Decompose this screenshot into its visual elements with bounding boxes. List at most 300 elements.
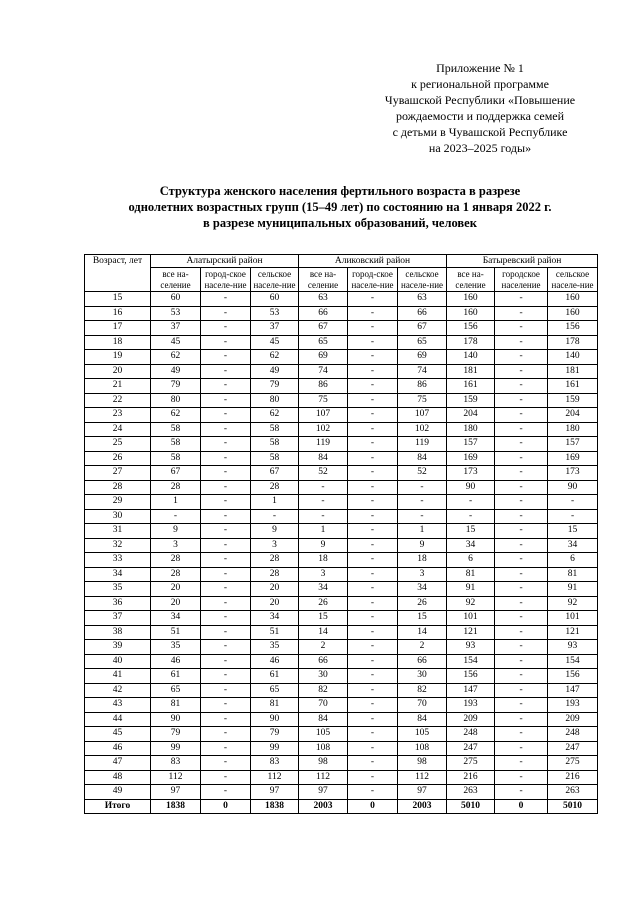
age-cell: 43 — [85, 698, 151, 713]
value-cell: 248 — [447, 727, 495, 742]
value-cell: 248 — [548, 727, 598, 742]
value-cell: 14 — [398, 625, 447, 640]
value-cell: 26 — [299, 596, 348, 611]
value-cell: 15 — [548, 524, 598, 539]
value-cell: 140 — [447, 350, 495, 365]
value-cell: 62 — [251, 350, 299, 365]
subheader-urban: город-ское населе-ние — [348, 268, 398, 292]
value-cell: 84 — [398, 712, 447, 727]
value-cell: - — [495, 683, 548, 698]
value-cell: - — [348, 538, 398, 553]
value-cell: 6 — [447, 553, 495, 568]
value-cell: 74 — [398, 364, 447, 379]
value-cell: - — [495, 770, 548, 785]
value-cell: - — [495, 393, 548, 408]
table-row — [85, 379, 598, 394]
population-table — [84, 254, 598, 814]
value-cell: 102 — [398, 422, 447, 437]
value-cell: 112 — [299, 770, 348, 785]
value-cell: - — [201, 509, 251, 524]
total-value: 5010 — [548, 799, 598, 814]
value-cell: 37 — [151, 321, 201, 336]
subheader-rural: сельское населе-ние — [398, 268, 447, 292]
value-cell: 46 — [251, 654, 299, 669]
value-cell: 86 — [398, 379, 447, 394]
table-row — [85, 596, 598, 611]
value-cell: 30 — [299, 669, 348, 684]
value-cell: 105 — [299, 727, 348, 742]
value-cell: - — [348, 408, 398, 423]
value-cell: 69 — [299, 350, 348, 365]
value-cell: - — [201, 480, 251, 495]
table-row — [85, 480, 598, 495]
value-cell: 193 — [548, 698, 598, 713]
value-cell: 204 — [548, 408, 598, 423]
value-cell: - — [495, 451, 548, 466]
age-cell: 36 — [85, 596, 151, 611]
value-cell: 53 — [151, 306, 201, 321]
value-cell: 26 — [398, 596, 447, 611]
age-cell: 17 — [85, 321, 151, 336]
value-cell: - — [495, 669, 548, 684]
value-cell: - — [201, 669, 251, 684]
value-cell: 35 — [151, 640, 201, 655]
value-cell: 181 — [548, 364, 598, 379]
value-cell: 112 — [151, 770, 201, 785]
value-cell: 83 — [251, 756, 299, 771]
value-cell: 112 — [398, 770, 447, 785]
value-cell: 81 — [447, 567, 495, 582]
value-cell: - — [348, 335, 398, 350]
value-cell: - — [495, 364, 548, 379]
value-cell: 1 — [151, 495, 201, 510]
value-cell: 66 — [299, 306, 348, 321]
value-cell: - — [201, 596, 251, 611]
value-cell: 79 — [251, 727, 299, 742]
value-cell: 161 — [548, 379, 598, 394]
value-cell: 91 — [548, 582, 598, 597]
table-row — [85, 683, 598, 698]
value-cell: - — [495, 727, 548, 742]
value-cell: 154 — [548, 654, 598, 669]
value-cell: 79 — [151, 379, 201, 394]
value-cell: 66 — [398, 306, 447, 321]
value-cell: - — [348, 698, 398, 713]
value-cell: 45 — [251, 335, 299, 350]
value-cell: 84 — [299, 712, 348, 727]
value-cell: 14 — [299, 625, 348, 640]
value-cell: - — [348, 495, 398, 510]
age-cell: 38 — [85, 625, 151, 640]
value-cell: - — [398, 495, 447, 510]
age-cell: 15 — [85, 292, 151, 307]
table-row — [85, 393, 598, 408]
total-value: 1838 — [251, 799, 299, 814]
value-cell: - — [495, 596, 548, 611]
value-cell: 81 — [548, 567, 598, 582]
annex-block — [360, 60, 600, 156]
value-cell: - — [201, 785, 251, 800]
total-value: 2003 — [398, 799, 447, 814]
value-cell: 105 — [398, 727, 447, 742]
value-cell: 80 — [251, 393, 299, 408]
value-cell: 93 — [548, 640, 598, 655]
value-cell: 62 — [151, 408, 201, 423]
table-row — [85, 350, 598, 365]
value-cell: 15 — [398, 611, 447, 626]
value-cell: - — [495, 292, 548, 307]
value-cell: - — [348, 582, 398, 597]
value-cell: - — [495, 321, 548, 336]
value-cell: 90 — [447, 480, 495, 495]
value-cell: - — [201, 582, 251, 597]
document-title — [80, 183, 600, 231]
value-cell: 2 — [299, 640, 348, 655]
value-cell: 209 — [548, 712, 598, 727]
value-cell: 84 — [398, 451, 447, 466]
value-cell: - — [201, 292, 251, 307]
value-cell: - — [447, 495, 495, 510]
value-cell: - — [495, 625, 548, 640]
value-cell: 93 — [447, 640, 495, 655]
value-cell: - — [495, 785, 548, 800]
value-cell: 81 — [151, 698, 201, 713]
value-cell: - — [495, 466, 548, 481]
value-cell: - — [201, 393, 251, 408]
value-cell: - — [495, 654, 548, 669]
value-cell: 34 — [151, 611, 201, 626]
value-cell: 178 — [548, 335, 598, 350]
value-cell: - — [348, 712, 398, 727]
value-cell: 97 — [398, 785, 447, 800]
age-cell: 28 — [85, 480, 151, 495]
value-cell: - — [548, 495, 598, 510]
value-cell: 121 — [548, 625, 598, 640]
value-cell: 92 — [548, 596, 598, 611]
value-cell: - — [348, 379, 398, 394]
value-cell: - — [495, 480, 548, 495]
value-cell: - — [348, 596, 398, 611]
value-cell: 159 — [548, 393, 598, 408]
value-cell: 74 — [299, 364, 348, 379]
value-cell: - — [201, 538, 251, 553]
value-cell: - — [495, 379, 548, 394]
value-cell: 34 — [251, 611, 299, 626]
value-cell: - — [201, 451, 251, 466]
value-cell: 159 — [447, 393, 495, 408]
value-cell: 9 — [151, 524, 201, 539]
value-cell: 65 — [398, 335, 447, 350]
value-cell: 28 — [251, 567, 299, 582]
value-cell: - — [348, 350, 398, 365]
value-cell: 63 — [398, 292, 447, 307]
value-cell: 58 — [151, 451, 201, 466]
value-cell: - — [348, 422, 398, 437]
value-cell: 65 — [299, 335, 348, 350]
table-row — [85, 437, 598, 452]
value-cell: - — [348, 553, 398, 568]
value-cell: - — [201, 524, 251, 539]
age-cell: 27 — [85, 466, 151, 481]
value-cell: 60 — [251, 292, 299, 307]
table-row — [85, 669, 598, 684]
value-cell: 20 — [251, 582, 299, 597]
table-row — [85, 785, 598, 800]
age-header: Возраст, лет — [85, 255, 151, 292]
value-cell: - — [495, 538, 548, 553]
value-cell: - — [348, 785, 398, 800]
value-cell: 2 — [398, 640, 447, 655]
value-cell: 3 — [299, 567, 348, 582]
table-row — [85, 741, 598, 756]
value-cell: 58 — [251, 437, 299, 452]
value-cell: 28 — [251, 553, 299, 568]
table-row — [85, 306, 598, 321]
value-cell: 1 — [299, 524, 348, 539]
value-cell: - — [201, 727, 251, 742]
age-cell: 20 — [85, 364, 151, 379]
value-cell: - — [348, 364, 398, 379]
value-cell: 101 — [548, 611, 598, 626]
value-cell: 18 — [299, 553, 348, 568]
age-cell: 30 — [85, 509, 151, 524]
table-row — [85, 640, 598, 655]
annex-line: на 2023–2025 годы» — [428, 141, 532, 155]
age-cell: 44 — [85, 712, 151, 727]
value-cell: 52 — [299, 466, 348, 481]
value-cell: 107 — [299, 408, 348, 423]
value-cell: - — [495, 350, 548, 365]
value-cell: 161 — [447, 379, 495, 394]
table-row — [85, 756, 598, 771]
table-row — [85, 727, 598, 742]
value-cell: 61 — [251, 669, 299, 684]
age-cell: 37 — [85, 611, 151, 626]
value-cell: 263 — [548, 785, 598, 800]
value-cell: 160 — [548, 306, 598, 321]
value-cell: 20 — [251, 596, 299, 611]
value-cell: - — [348, 727, 398, 742]
value-cell: - — [495, 335, 548, 350]
value-cell: - — [348, 480, 398, 495]
value-cell: - — [398, 509, 447, 524]
value-cell: 67 — [151, 466, 201, 481]
total-value: 5010 — [447, 799, 495, 814]
title-line: однолетних возрастных групп (15–49 лет) по состоянию на 1 января 2022 г. — [128, 200, 552, 214]
value-cell: - — [348, 683, 398, 698]
value-cell: 101 — [447, 611, 495, 626]
age-cell: 26 — [85, 451, 151, 466]
value-cell: 107 — [398, 408, 447, 423]
table-row — [85, 553, 598, 568]
value-cell: 34 — [548, 538, 598, 553]
value-cell: 98 — [398, 756, 447, 771]
table-row — [85, 451, 598, 466]
value-cell: - — [548, 509, 598, 524]
value-cell: 70 — [398, 698, 447, 713]
value-cell: 156 — [447, 669, 495, 684]
value-cell: 92 — [447, 596, 495, 611]
value-cell: 275 — [548, 756, 598, 771]
value-cell: 52 — [398, 466, 447, 481]
table-row — [85, 524, 598, 539]
value-cell: 79 — [151, 727, 201, 742]
value-cell: - — [495, 567, 548, 582]
value-cell: 216 — [447, 770, 495, 785]
table-row — [85, 495, 598, 510]
value-cell: 58 — [251, 451, 299, 466]
age-cell: 34 — [85, 567, 151, 582]
total-value: 0 — [201, 799, 251, 814]
value-cell: - — [348, 292, 398, 307]
value-cell: - — [495, 712, 548, 727]
value-cell: 80 — [151, 393, 201, 408]
age-cell: 47 — [85, 756, 151, 771]
value-cell: 160 — [447, 292, 495, 307]
age-cell: 42 — [85, 683, 151, 698]
value-cell: - — [299, 480, 348, 495]
value-cell: 28 — [151, 567, 201, 582]
value-cell: 6 — [548, 553, 598, 568]
value-cell: 97 — [151, 785, 201, 800]
value-cell: 3 — [151, 538, 201, 553]
value-cell: 3 — [398, 567, 447, 582]
value-cell: 90 — [151, 712, 201, 727]
value-cell: 263 — [447, 785, 495, 800]
value-cell: - — [348, 437, 398, 452]
annex-line: Чувашской Республики «Повышение — [384, 93, 576, 107]
value-cell: 28 — [151, 480, 201, 495]
value-cell: - — [348, 321, 398, 336]
value-cell: 83 — [151, 756, 201, 771]
total-value: 2003 — [299, 799, 348, 814]
value-cell: 28 — [151, 553, 201, 568]
total-label: Итого — [85, 799, 151, 814]
age-cell: 32 — [85, 538, 151, 553]
value-cell: 3 — [251, 538, 299, 553]
value-cell: 99 — [151, 741, 201, 756]
value-cell: 173 — [548, 466, 598, 481]
total-value: 1838 — [151, 799, 201, 814]
value-cell: - — [201, 321, 251, 336]
value-cell: 20 — [151, 582, 201, 597]
value-cell: 45 — [151, 335, 201, 350]
table-row — [85, 712, 598, 727]
value-cell: 247 — [447, 741, 495, 756]
value-cell: 58 — [151, 422, 201, 437]
age-cell: 16 — [85, 306, 151, 321]
value-cell: 180 — [447, 422, 495, 437]
total-row — [85, 799, 598, 814]
value-cell: 180 — [548, 422, 598, 437]
title-line: в разрезе муниципальных образований, человек — [203, 216, 477, 230]
value-cell: 140 — [548, 350, 598, 365]
value-cell: 49 — [251, 364, 299, 379]
age-cell: 31 — [85, 524, 151, 539]
age-cell: 24 — [85, 422, 151, 437]
value-cell: - — [201, 553, 251, 568]
age-cell: 46 — [85, 741, 151, 756]
table-row — [85, 466, 598, 481]
value-cell: - — [348, 524, 398, 539]
value-cell: - — [348, 466, 398, 481]
value-cell: 37 — [251, 321, 299, 336]
value-cell: - — [201, 756, 251, 771]
table-row — [85, 625, 598, 640]
value-cell: 35 — [251, 640, 299, 655]
table-row — [85, 538, 598, 553]
value-cell: - — [201, 611, 251, 626]
value-cell: 9 — [299, 538, 348, 553]
value-cell: - — [201, 422, 251, 437]
value-cell: 18 — [398, 553, 447, 568]
value-cell: 66 — [299, 654, 348, 669]
age-cell: 18 — [85, 335, 151, 350]
value-cell: 90 — [548, 480, 598, 495]
value-cell: 154 — [447, 654, 495, 669]
value-cell: 108 — [398, 741, 447, 756]
age-cell: 23 — [85, 408, 151, 423]
table-row — [85, 335, 598, 350]
annex-line: Приложение № 1 — [436, 61, 524, 75]
age-cell: 48 — [85, 770, 151, 785]
value-cell: - — [201, 350, 251, 365]
subheader-rural: сельское населе-ние — [548, 268, 598, 292]
value-cell: 53 — [251, 306, 299, 321]
age-cell: 29 — [85, 495, 151, 510]
annex-line: с детьми в Чувашской Республике — [392, 125, 568, 139]
district-header: Аликовский район — [299, 255, 447, 268]
value-cell: 63 — [299, 292, 348, 307]
value-cell: - — [348, 567, 398, 582]
age-cell: 21 — [85, 379, 151, 394]
value-cell: 66 — [398, 654, 447, 669]
value-cell: - — [348, 654, 398, 669]
value-cell: - — [299, 495, 348, 510]
table-row — [85, 611, 598, 626]
value-cell: 178 — [447, 335, 495, 350]
value-cell: 91 — [447, 582, 495, 597]
value-cell: 20 — [151, 596, 201, 611]
value-cell: 119 — [398, 437, 447, 452]
value-cell: - — [251, 509, 299, 524]
table-row — [85, 698, 598, 713]
value-cell: 1 — [398, 524, 447, 539]
annex-line: к региональной программе — [411, 77, 549, 91]
value-cell: - — [348, 509, 398, 524]
value-cell: - — [348, 756, 398, 771]
value-cell: 147 — [548, 683, 598, 698]
value-cell: 49 — [151, 364, 201, 379]
value-cell: - — [348, 640, 398, 655]
value-cell: - — [495, 422, 548, 437]
value-cell: - — [495, 306, 548, 321]
table-row — [85, 422, 598, 437]
value-cell: 90 — [251, 712, 299, 727]
value-cell: 67 — [398, 321, 447, 336]
value-cell: - — [495, 524, 548, 539]
district-header: Батыревский район — [447, 255, 598, 268]
value-cell: 147 — [447, 683, 495, 698]
value-cell: 99 — [251, 741, 299, 756]
value-cell: 28 — [251, 480, 299, 495]
value-cell: 108 — [299, 741, 348, 756]
value-cell: - — [348, 451, 398, 466]
value-cell: 209 — [447, 712, 495, 727]
value-cell: - — [495, 611, 548, 626]
table-row — [85, 567, 598, 582]
value-cell: 82 — [299, 683, 348, 698]
